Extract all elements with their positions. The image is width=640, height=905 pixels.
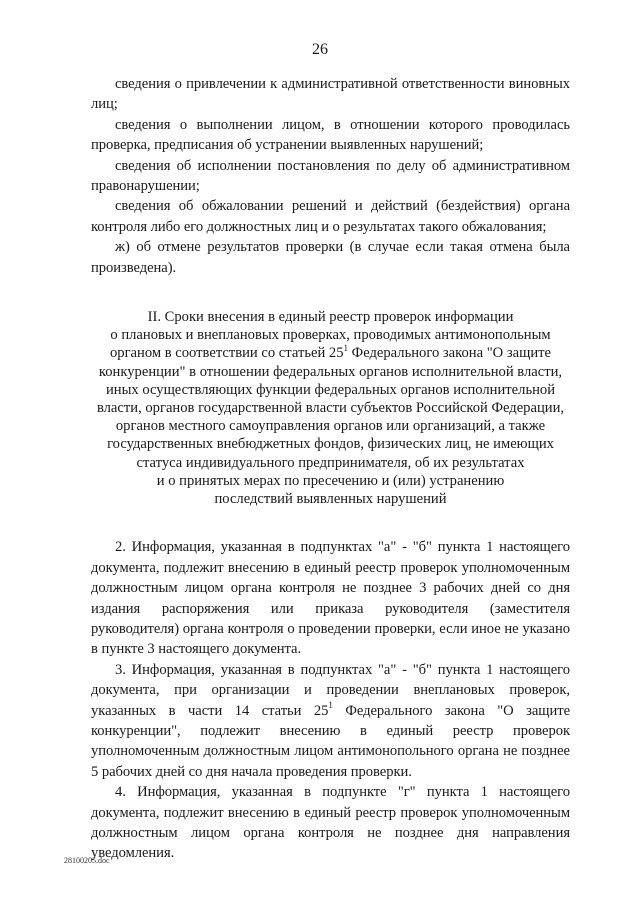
point-2: 2. Информация, указанная в подпунктах "а" - "б" пункта 1 настоящего документа, подлежит внесению в единый реестр проверок уполномоченным должностным лицом органа контроля не позднее 3 рабочих дней со дня издания распоряжения или приказа руководителя (заместителя руководителя) органа контроля о проведении проверки, если иное не указано в пункте 3 настоящего документа. <box>91 539 570 658</box>
heading-line: II. Сроки внесения в единый реестр проверок информации <box>147 309 514 326</box>
heading-line: и о принятых мерах по пресечению и (или) устранению <box>156 472 505 489</box>
paragraph: сведения об исполнении постановления по делу об административном правонарушении; <box>91 157 570 195</box>
section-heading <box>91 308 570 508</box>
superscript: 1 <box>343 342 349 353</box>
heading-line: конкуренции" в отношении федеральных органов исполнительной власти, <box>98 363 563 380</box>
point-3: 3. Информация, указанная в подпунктах "а" - "б" пункта 1 настоящего документа, при организации и проведении внеплановых проверок, указанных в части 14 статьи $25^1$ Федерального закона "О защите конкуренции", подлежит внесению в единый реестр проверок уполномоченным должностным лицом антимонопольного органа не позднее 5 рабочих дней со дня начала проведения проверки. <box>91 661 570 780</box>
heading-line: органов местного самоуправления органов или организаций, а также <box>115 418 546 435</box>
page-number: 26 <box>312 41 328 58</box>
heading-line: последствий выявленных нарушений <box>214 491 447 508</box>
heading-line: государственных внебюджетных фондов, физических лиц, не имеющих <box>107 436 554 453</box>
superscript: 1 <box>328 699 333 710</box>
heading-line: о плановых и внеплановых проверках, проводимых антимонопольным <box>110 327 551 344</box>
paragraph: ж) об отмене результатов проверки (в случае если такая отмена была произведена). <box>91 239 570 276</box>
footer-file-code: 28100205.doc <box>64 856 110 865</box>
heading-line: органом в соответствии со статьей $25^1$ Федерального закона "О защите <box>109 342 552 362</box>
paragraph: сведения о привлечении к административной ответственности виновных лиц; <box>91 76 570 113</box>
document-body <box>91 74 570 864</box>
point-4: 4. Информация, указанная в подпункте "г" пункта 1 настоящего документа, подлежит внесению в единый реестр проверок уполномоченным должностным лицом органа контроля не позднее дня направления уведомления. <box>91 784 570 862</box>
heading-line: статуса индивидуального предпринимателя, об их результатах <box>136 454 525 471</box>
heading-line: иных осуществляющих функции федеральных органов исполнительной <box>105 381 556 398</box>
paragraph: сведения о выполнении лицом, в отношении которого проводилась проверка, предписания об устранении выявленных нарушений; <box>91 116 570 154</box>
paragraph: сведения об обжаловании решений и действий (бездействия) органа контроля либо его должностных лиц и о результатах такого обжалования; <box>91 198 570 235</box>
heading-line: власти, органов государственной власти субъектов Российской Федерации, <box>96 400 565 417</box>
